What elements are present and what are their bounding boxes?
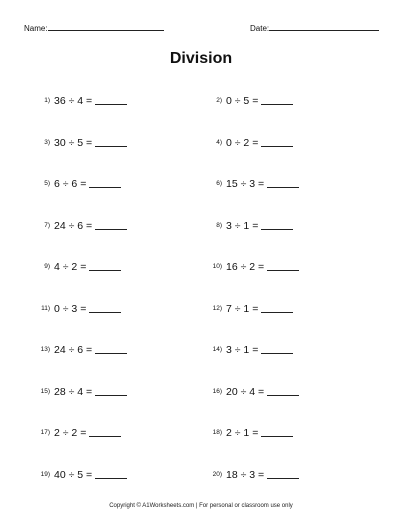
answer-blank[interactable]	[261, 303, 293, 313]
problem-number: 13)	[40, 346, 50, 353]
problem-8	[200, 220, 293, 232]
answer-blank[interactable]	[267, 178, 299, 188]
problem-expression: 3 ÷ 1 =	[226, 344, 259, 356]
answer-blank[interactable]	[89, 261, 121, 271]
date-line	[269, 22, 379, 31]
problem-expression: 6 ÷ 6 =	[54, 178, 87, 190]
problem-number: 16)	[212, 387, 222, 395]
problem-5	[28, 178, 121, 190]
problem-13	[28, 344, 127, 356]
problem-20	[200, 469, 299, 481]
answer-blank[interactable]	[267, 261, 299, 271]
problem-expression: 15 ÷ 3 =	[226, 178, 265, 190]
name-field[interactable]	[24, 22, 164, 34]
answer-blank[interactable]	[89, 178, 121, 188]
problem-expression: 0 ÷ 2 =	[226, 136, 259, 149]
problem-expression: 20 ÷ 4 =	[226, 385, 265, 398]
problem-number: 20)	[212, 470, 222, 478]
problem-number: 14)	[212, 346, 222, 353]
problem-number: 9)	[44, 263, 50, 270]
problem-expression: 36 ÷ 4 =	[54, 95, 93, 107]
problem-4	[200, 137, 293, 149]
problem-18	[200, 427, 293, 439]
problem-number: 1)	[44, 97, 50, 104]
problem-number: 5)	[44, 180, 50, 187]
page-title: Division	[169, 50, 233, 67]
problem-number: 6)	[216, 180, 222, 187]
problem-16	[200, 386, 299, 398]
answer-blank[interactable]	[261, 427, 293, 437]
problem-15	[28, 386, 127, 398]
problem-17	[28, 427, 121, 439]
answer-blank[interactable]	[89, 427, 121, 437]
problem-number: 17)	[40, 429, 50, 436]
problem-19	[28, 469, 127, 481]
problem-10	[200, 261, 299, 273]
answer-blank[interactable]	[95, 220, 127, 230]
problem-number: 11)	[41, 304, 50, 312]
answer-blank[interactable]	[261, 344, 293, 354]
problem-expression: 4 ÷ 2 =	[54, 261, 87, 273]
problem-number: 18)	[212, 429, 222, 436]
problem-expression: 18 ÷ 3 =	[226, 468, 265, 481]
answer-blank[interactable]	[261, 220, 293, 230]
name-label: Name:	[24, 24, 48, 33]
problem-expression: 16 ÷ 2 =	[226, 261, 265, 273]
problem-expression: 28 ÷ 4 =	[54, 385, 93, 398]
problem-7	[28, 220, 127, 232]
problem-14	[200, 344, 293, 356]
answer-blank[interactable]	[95, 469, 127, 479]
answer-blank[interactable]	[95, 95, 127, 105]
problem-number: 7)	[44, 221, 50, 229]
problem-number: 15)	[40, 387, 50, 395]
answer-blank[interactable]	[95, 137, 127, 147]
problem-6	[200, 178, 299, 190]
footer-copyright: Copyright © A1Worksheets.com | For personal or classroom use only	[109, 503, 293, 509]
answer-blank[interactable]	[261, 95, 293, 105]
date-label: Date:	[250, 24, 270, 33]
problem-expression: 24 ÷ 6 =	[54, 219, 93, 232]
answer-blank[interactable]	[89, 303, 121, 313]
problem-11	[28, 303, 121, 315]
answer-blank[interactable]	[267, 469, 299, 479]
problem-expression: 0 ÷ 5 =	[226, 95, 259, 107]
problem-1	[28, 95, 127, 107]
answer-blank[interactable]	[267, 386, 299, 396]
problem-expression: 24 ÷ 6 =	[54, 344, 93, 356]
problem-number: 10)	[212, 263, 222, 270]
problem-9	[28, 261, 121, 273]
problem-number: 3)	[44, 138, 50, 146]
problem-expression: 30 ÷ 5 =	[54, 136, 93, 149]
answer-blank[interactable]	[95, 344, 127, 354]
problem-expression: 40 ÷ 5 =	[54, 468, 93, 481]
problem-number: 8)	[216, 221, 222, 229]
problem-expression: 2 ÷ 1 =	[226, 427, 259, 439]
problem-expression: 7 ÷ 1 =	[226, 302, 259, 315]
problem-number: 19)	[40, 470, 50, 478]
problem-expression: 2 ÷ 2 =	[54, 427, 87, 439]
date-field[interactable]	[250, 22, 379, 34]
problem-number: 12)	[212, 304, 222, 312]
answer-blank[interactable]	[95, 386, 127, 396]
name-line	[48, 22, 164, 31]
problem-3	[28, 137, 127, 149]
problem-expression: 0 ÷ 3 =	[54, 302, 87, 315]
problem-number: 4)	[216, 138, 222, 146]
problem-2	[200, 95, 293, 107]
problem-expression: 3 ÷ 1 =	[226, 219, 259, 232]
problem-number: 2)	[216, 97, 222, 104]
answer-blank[interactable]	[261, 137, 293, 147]
problem-12	[200, 303, 293, 315]
